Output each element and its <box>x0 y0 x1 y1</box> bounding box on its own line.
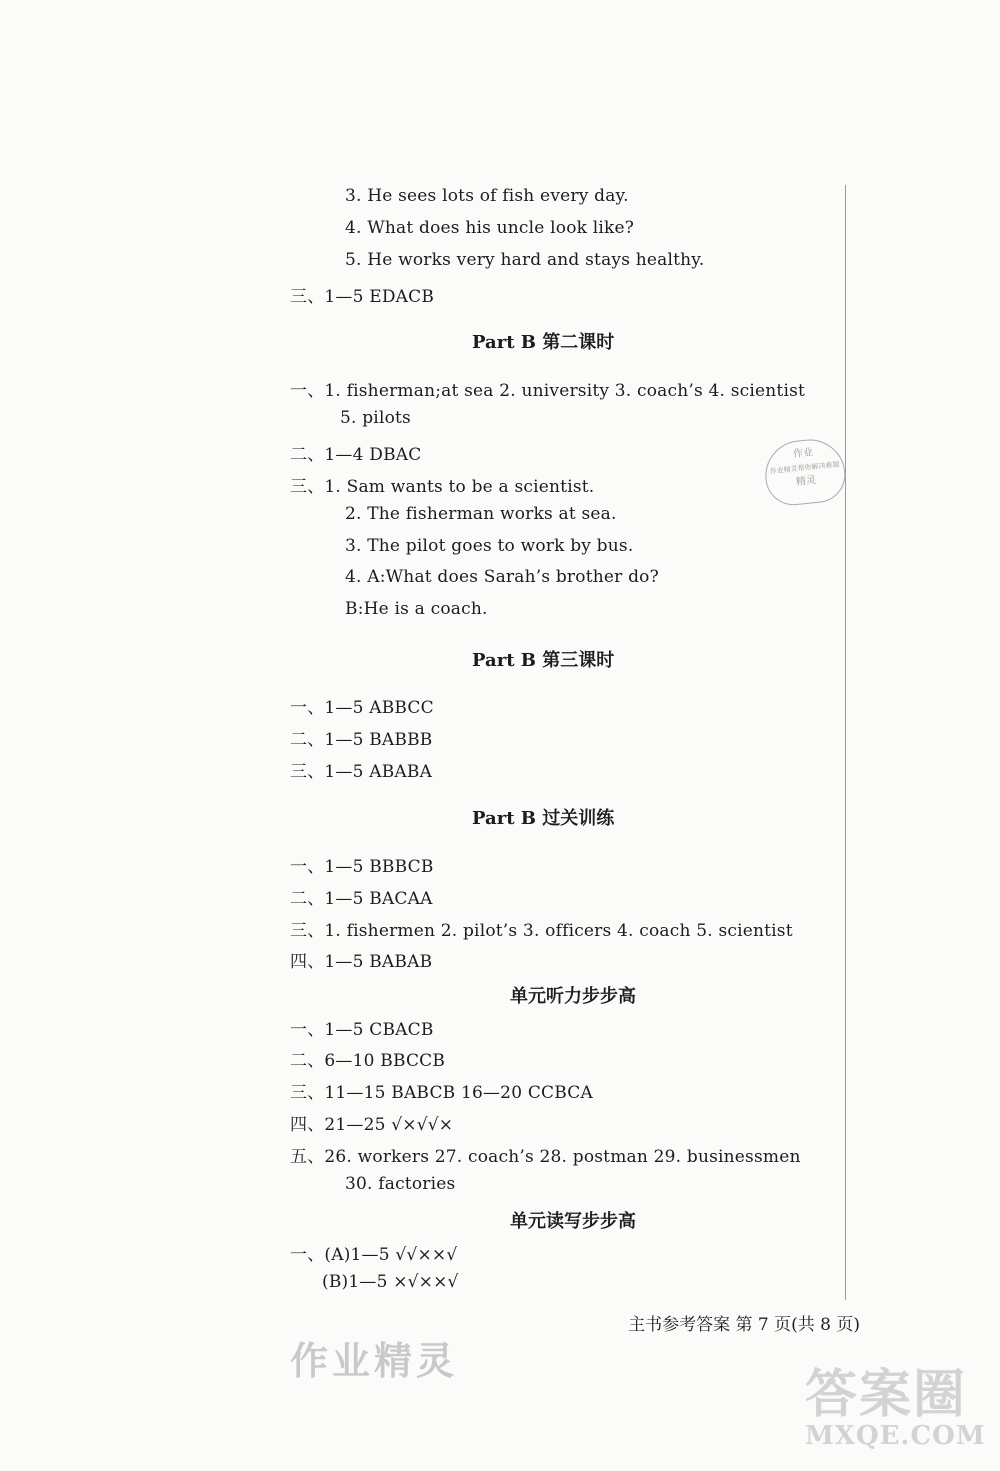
answer-line: 二、1—4 DBAC <box>290 445 422 465</box>
answer-line: 一、1—5 CBACB <box>290 1020 434 1040</box>
section-heading: 单元读写步步高 <box>510 1211 636 1232</box>
answer-line: 三、11—15 BABCB 16—20 CCBCA <box>290 1083 593 1103</box>
answer-line: B:He is a coach. <box>345 599 488 619</box>
answer-line: 30. factories <box>345 1174 456 1194</box>
stamp-top-text: 作业 <box>792 447 814 461</box>
section-heading: Part B 第二课时 <box>472 332 615 353</box>
answer-line: 3. The pilot goes to work by bus. <box>345 536 634 556</box>
answer-line: (B)1—5 ×√××√ <box>322 1272 459 1292</box>
answer-line: 二、6—10 BBCCB <box>290 1051 446 1071</box>
answer-line: 三、1—5 EDACB <box>290 287 435 307</box>
stamp-logo <box>762 436 848 508</box>
answer-line: 二、1—5 BABBB <box>290 730 433 750</box>
answer-line: 一、1—5 ABBCC <box>290 698 434 718</box>
answer-line: 一、(A)1—5 √√××√ <box>290 1245 458 1265</box>
stamp-bottom-text: 精灵 <box>795 474 817 488</box>
answer-line: 一、1—5 BBBCB <box>290 857 434 877</box>
stamp-middle-text: 作业精灵帮你解决难题 <box>769 460 840 476</box>
site-logo <box>805 1352 986 1451</box>
answer-line: 2. The fisherman works at sea. <box>345 504 617 524</box>
answer-line: 二、1—5 BACAA <box>290 889 433 909</box>
answer-line: 3. He sees lots of fish every day. <box>345 186 629 206</box>
answer-line: 5. He works very hard and stays healthy. <box>345 250 705 270</box>
answer-line: 三、1. fishermen 2. pilot’s 3. officers 4. coach 5. scientist <box>290 921 793 941</box>
section-heading: Part B 第三课时 <box>472 650 615 671</box>
logo-url: MXQE.COM <box>805 1421 986 1451</box>
answer-line: 三、1—5 ABABA <box>290 762 433 782</box>
answer-line: 4. What does his uncle look like? <box>345 218 635 238</box>
answer-line: 一、1. fisherman;at sea 2. university 3. coach’s 4. scientist <box>290 381 806 401</box>
logo-text: 答案圈 <box>805 1364 968 1425</box>
answer-line: 四、1—5 BABAB <box>290 952 433 972</box>
margin-rule <box>845 185 846 1300</box>
watermark: 作业精灵 <box>290 1338 459 1383</box>
section-heading: Part B 过关训练 <box>472 808 615 829</box>
page-footer: 主书参考答案 第 7 页(共 8 页) <box>628 1315 860 1335</box>
answer-line: 三、1. Sam wants to be a scientist. <box>290 477 595 497</box>
section-heading: 单元听力步步高 <box>510 986 636 1007</box>
answer-line: 五、26. workers 27. coach’s 28. postman 29. businessmen <box>290 1147 801 1167</box>
answer-line: 4. A:What does Sarah’s brother do? <box>345 567 659 587</box>
answer-line: 5. pilots <box>340 408 411 428</box>
answer-line: 四、21—25 √×√√× <box>290 1115 454 1135</box>
